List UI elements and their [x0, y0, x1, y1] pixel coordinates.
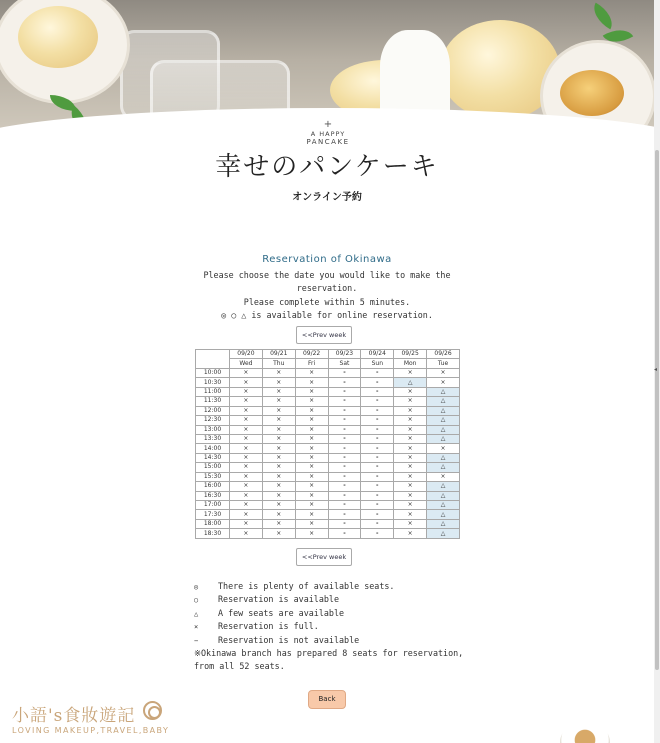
table-row [196, 519, 460, 528]
slot-cell-full: × [262, 387, 295, 396]
slot-cell-full: × [295, 444, 328, 453]
time-slot-label: 18:00 [196, 519, 230, 528]
logo-badge-line1: A HAPPY [310, 130, 346, 138]
slot-cell-full: × [295, 491, 328, 500]
slot-cell-unavailable: - [328, 453, 361, 462]
time-slot-label: 18:30 [196, 529, 230, 538]
legend-text: There is plenty of available seats. [218, 581, 395, 591]
slot-cell-full: × [230, 397, 263, 406]
slot-cell-full: × [262, 416, 295, 425]
slot-cell-full: × [262, 453, 295, 462]
instruction-line: reservation. [296, 283, 358, 294]
slot-cell-full: × [394, 529, 427, 538]
pancake-image [18, 6, 98, 68]
legend-item [194, 607, 464, 620]
slot-cell-unavailable: - [328, 463, 361, 472]
day-header: Fri [295, 359, 328, 368]
slot-cell-unavailable: - [328, 491, 361, 500]
day-header: Mon [394, 359, 427, 368]
slot-cell-full: × [394, 425, 427, 434]
date-header: 09/21 [262, 350, 295, 359]
slot-cell-full: × [230, 416, 263, 425]
slot-cell-unavailable: - [361, 453, 394, 462]
slot-cell-available[interactable]: △ [394, 378, 427, 387]
slot-cell-full: × [295, 501, 328, 510]
time-slot-label: 13:30 [196, 434, 230, 443]
slot-cell-full: × [394, 434, 427, 443]
scroll-marker-icon: ◂ [654, 366, 658, 373]
corner-cell [196, 350, 230, 369]
legend-item [194, 593, 464, 606]
legend-text: Reservation is not available [218, 634, 360, 645]
legend-text: A few seats are available [218, 607, 345, 618]
slot-cell-unavailable: - [361, 472, 394, 481]
slot-cell-full: × [230, 529, 263, 538]
time-slot-label: 11:00 [196, 387, 230, 396]
watermark-tagline: LOVING MAKEUP,TRAVEL,BABY [12, 726, 170, 735]
slot-cell-unavailable: - [328, 510, 361, 519]
slot-cell-unavailable: - [328, 368, 361, 377]
slot-cell-available[interactable]: △ [427, 425, 460, 434]
date-header: 09/24 [361, 350, 394, 359]
slot-cell-available[interactable]: △ [427, 463, 460, 472]
slot-cell-full: × [262, 482, 295, 491]
slot-cell-unavailable: - [328, 387, 361, 396]
slot-cell-full: × [295, 387, 328, 396]
slot-cell-available[interactable]: △ [427, 434, 460, 443]
slot-cell-full: × [230, 482, 263, 491]
time-slot-label: 10:00 [196, 368, 230, 377]
whipped-cream-image [380, 30, 450, 120]
slot-cell-full: × [394, 416, 427, 425]
slot-cell-full: × [295, 434, 328, 443]
legend-item [194, 634, 464, 647]
slot-cell-unavailable: - [328, 406, 361, 415]
slot-cell-full: × [230, 434, 263, 443]
slot-cell-unavailable: - [328, 472, 361, 481]
slot-cell-full: × [394, 406, 427, 415]
coffee-cup-image [560, 722, 610, 743]
table-row [196, 472, 460, 481]
slot-cell-full: × [262, 397, 295, 406]
slot-cell-full: × [230, 406, 263, 415]
slot-cell-unavailable: - [361, 368, 394, 377]
slot-cell-unavailable: - [328, 378, 361, 387]
logo-badge-line2: PANCAKE [306, 138, 350, 146]
slot-cell-unavailable: - [328, 416, 361, 425]
slot-cell-unavailable: - [328, 444, 361, 453]
slot-cell-unavailable: - [361, 397, 394, 406]
slot-cell-available[interactable]: △ [427, 387, 460, 396]
date-header: 09/26 [427, 350, 460, 359]
table-row [196, 434, 460, 443]
instruction-line: Please complete within 5 minutes. [243, 296, 411, 307]
slot-cell-full: × [262, 529, 295, 538]
slot-cell-available[interactable]: △ [427, 482, 460, 491]
slot-cell-full: × [262, 472, 295, 481]
day-header: Thu [262, 359, 295, 368]
slot-cell-full: × [230, 425, 263, 434]
date-header: 09/25 [394, 350, 427, 359]
slot-cell-unavailable: - [361, 510, 394, 519]
slot-cell-full: × [295, 519, 328, 528]
table-row [196, 463, 460, 472]
time-slot-label: 15:00 [196, 463, 230, 472]
prev-week-button-bottom[interactable]: <<Prev week [296, 548, 352, 566]
slot-cell-unavailable: - [361, 501, 394, 510]
slot-cell-full: × [262, 406, 295, 415]
slot-cell-full: × [295, 425, 328, 434]
slot-cell-unavailable: - [361, 378, 394, 387]
slot-cell-full: × [230, 491, 263, 500]
slot-cell-unavailable: - [361, 463, 394, 472]
slot-cell-full: × [295, 416, 328, 425]
table-row [196, 510, 460, 519]
time-slot-label: 17:30 [196, 510, 230, 519]
rose-logo-icon [143, 701, 162, 720]
slot-cell-full: × [394, 368, 427, 377]
slot-cell-available[interactable]: △ [427, 397, 460, 406]
table-row [196, 378, 460, 387]
table-row [196, 444, 460, 453]
date-header: 09/22 [295, 350, 328, 359]
slot-cell-full: × [394, 397, 427, 406]
slot-cell-full: × [427, 368, 460, 377]
time-slot-label: 14:00 [196, 444, 230, 453]
slot-cell-full: × [262, 425, 295, 434]
slot-cell-full: × [262, 510, 295, 519]
slot-cell-full: × [230, 368, 263, 377]
table-row [196, 416, 460, 425]
legend-item [194, 580, 464, 593]
slot-cell-full: × [394, 463, 427, 472]
prev-week-button-top[interactable]: <<Prev week [296, 326, 352, 344]
instructions [194, 269, 460, 323]
slot-cell-full: × [295, 482, 328, 491]
seat-note-line: from all 52 seats. [194, 661, 285, 672]
slot-cell-full: × [295, 472, 328, 481]
time-slot-label: 16:30 [196, 491, 230, 500]
slot-cell-unavailable: - [328, 397, 361, 406]
seat-note-line: ※Okinawa branch has prepared 8 seats for reservation, [194, 647, 464, 658]
slot-cell-full: × [394, 482, 427, 491]
date-header-row [196, 350, 460, 359]
table-row [196, 501, 460, 510]
time-slot-label: 13:00 [196, 425, 230, 434]
time-slot-label: 16:00 [196, 482, 230, 491]
table-row [196, 482, 460, 491]
slot-cell-full: × [427, 472, 460, 481]
legend-text: Reservation is full. [218, 621, 319, 632]
slot-cell-full: × [262, 491, 295, 500]
double-circle-icon: ◎ [194, 583, 199, 591]
slot-cell-available[interactable]: △ [427, 510, 460, 519]
slot-cell-full: × [394, 472, 427, 481]
cross-mark-icon: × [194, 623, 199, 632]
table-row [196, 425, 460, 434]
instruction-line: Please choose the date you would like to make the [203, 270, 451, 280]
slot-cell-unavailable: - [328, 434, 361, 443]
slot-cell-full: × [230, 501, 263, 510]
slot-cell-full: × [295, 397, 328, 406]
slot-cell-full: × [230, 444, 263, 453]
slot-cell-full: × [295, 463, 328, 472]
slot-cell-full: × [295, 378, 328, 387]
slot-cell-full: × [394, 491, 427, 500]
day-header: Sat [328, 359, 361, 368]
time-slot-label: 12:00 [196, 406, 230, 415]
slot-cell-full: × [262, 501, 295, 510]
slot-cell-full: × [262, 444, 295, 453]
table-row [196, 453, 460, 462]
slot-cell-unavailable: - [361, 482, 394, 491]
table-row [196, 529, 460, 538]
slot-cell-full: × [230, 472, 263, 481]
slot-cell-unavailable: - [361, 434, 394, 443]
legend-item [194, 620, 464, 633]
slot-cell-full: × [427, 378, 460, 387]
table-row [196, 397, 460, 406]
slot-cell-available[interactable]: △ [427, 529, 460, 538]
seat-note [194, 647, 464, 674]
time-slot-label: 15:30 [196, 472, 230, 481]
slot-cell-full: × [295, 406, 328, 415]
slot-cell-unavailable: - [361, 416, 394, 425]
cross-icon: + [323, 119, 333, 130]
slot-cell-available[interactable]: △ [427, 406, 460, 415]
slot-cell-full: × [295, 368, 328, 377]
watermark-title: 小語's食妝遊記 [12, 706, 136, 726]
slot-cell-unavailable: - [361, 425, 394, 434]
day-header: Tue [427, 359, 460, 368]
slot-cell-full: × [394, 519, 427, 528]
slot-cell-unavailable: - [328, 501, 361, 510]
slot-cell-full: × [230, 378, 263, 387]
slot-cell-full: × [262, 368, 295, 377]
slot-cell-full: × [427, 444, 460, 453]
slot-cell-full: × [262, 378, 295, 387]
back-button[interactable]: Back [308, 690, 346, 709]
slot-cell-available[interactable]: △ [427, 416, 460, 425]
slot-cell-full: × [262, 519, 295, 528]
slot-cell-full: × [230, 463, 263, 472]
date-header: 09/20 [230, 350, 263, 359]
day-header-row [196, 359, 460, 368]
slot-cell-unavailable: - [361, 519, 394, 528]
slot-cell-unavailable: - [361, 387, 394, 396]
slot-cell-available[interactable]: △ [427, 491, 460, 500]
page-title: Reservation of Okinawa [262, 254, 392, 265]
slot-cell-full: × [295, 529, 328, 538]
slot-cell-full: × [295, 510, 328, 519]
time-slot-label: 14:30 [196, 453, 230, 462]
mint-leaf-icon [588, 3, 619, 30]
schedule-table [195, 349, 460, 539]
slot-cell-full: × [230, 519, 263, 528]
slot-cell-available[interactable]: △ [427, 519, 460, 528]
day-header: Wed [230, 359, 263, 368]
slot-cell-full: × [230, 453, 263, 462]
day-header: Sun [361, 359, 394, 368]
pancake-image [560, 70, 624, 116]
slot-cell-full: × [295, 453, 328, 462]
slot-cell-available[interactable]: △ [427, 501, 460, 510]
slot-cell-full: × [262, 434, 295, 443]
slot-cell-unavailable: - [361, 444, 394, 453]
triangle-icon: △ [194, 609, 199, 618]
slot-cell-full: × [262, 463, 295, 472]
slot-cell-full: × [394, 510, 427, 519]
slot-cell-full: × [230, 510, 263, 519]
legend [194, 580, 464, 674]
circle-icon: ○ [194, 596, 199, 605]
brand-name: 幸せのパンケーキ [215, 152, 439, 182]
time-slot-label: 10:30 [196, 378, 230, 387]
slot-cell-unavailable: - [328, 519, 361, 528]
time-slot-label: 12:30 [196, 416, 230, 425]
dash-icon: − [194, 636, 199, 645]
table-row [196, 491, 460, 500]
instruction-line: ◎ ○ △ is available for online reservation. [221, 310, 433, 321]
time-slot-label: 11:30 [196, 397, 230, 406]
slot-cell-available[interactable]: △ [427, 453, 460, 462]
slot-cell-full: × [394, 444, 427, 453]
time-slot-label: 17:00 [196, 501, 230, 510]
table-row [196, 387, 460, 396]
date-header: 09/23 [328, 350, 361, 359]
slot-cell-unavailable: - [328, 529, 361, 538]
page-subtitle: オンライン予約 [292, 192, 362, 203]
legend-text: Reservation is available [218, 594, 340, 605]
slot-cell-unavailable: - [328, 482, 361, 491]
slot-cell-full: × [394, 453, 427, 462]
slot-cell-unavailable: - [361, 491, 394, 500]
slot-cell-full: × [230, 387, 263, 396]
slot-cell-full: × [394, 387, 427, 396]
table-row [196, 406, 460, 415]
slot-cell-unavailable: - [361, 529, 394, 538]
slot-cell-unavailable: - [361, 406, 394, 415]
scrollbar-thumb[interactable] [655, 150, 659, 670]
table-row [196, 368, 460, 377]
slot-cell-full: × [394, 501, 427, 510]
slot-cell-unavailable: - [328, 425, 361, 434]
